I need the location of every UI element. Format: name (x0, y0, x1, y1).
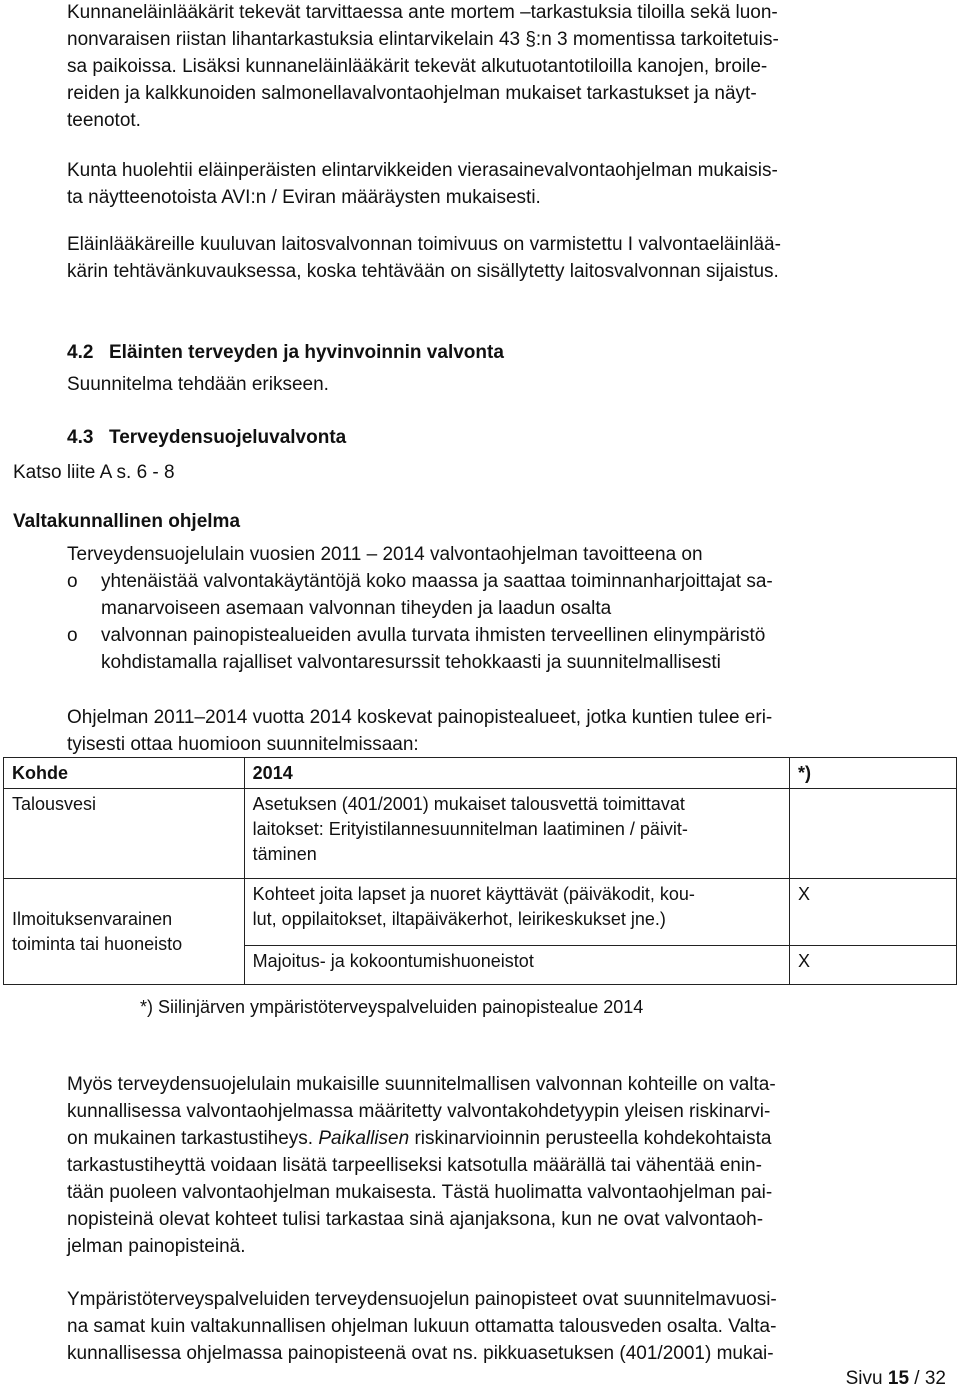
text-line: yhtenäistää valvontakäytäntöjä koko maassa ja saattaa toiminnanharjoittajat sa- (101, 571, 773, 592)
priority-table (3, 757, 957, 985)
current-page: 15 (887, 1368, 910, 1389)
emphasis: Paikallisen (318, 1128, 410, 1149)
cell-line: lut, oppilaitokset, iltapäiväkerhot, leirikeskukset jne.) (252, 909, 666, 929)
paragraph-plant-supervision (67, 231, 937, 285)
text-line: Myös terveydensuojelulain mukaisille suunnitelmallisen valvonnan kohteille on valta- (67, 1074, 776, 1095)
table-cell: X (790, 946, 957, 985)
page-number: Sivu 15 / 32 (845, 1368, 946, 1389)
table-cell (244, 879, 789, 946)
cell-line: laitokset: Erityistilannesuunnitelman laatiminen / päivit- (252, 819, 688, 839)
section-number: 4.2 (67, 342, 94, 363)
text-line: kärin tehtävänkuvauksessa, koska tehtävään on sisällytetty laitosvalvonnan sijaistus. (67, 261, 779, 282)
paragraph-risk-assessment (67, 1071, 937, 1260)
text-line: valvonnan painopistealueiden avulla turvata ihmisten terveellinen elinympäristö (101, 625, 766, 646)
table-cell: X (790, 879, 957, 946)
table-cell: Talousvesi (4, 789, 245, 879)
section-text: Suunnitelma tehdään erikseen. (67, 374, 329, 395)
table-cell (4, 879, 245, 985)
table-row (4, 879, 957, 946)
text-line: Ympäristöterveyspalveluiden terveydensuojelun painopisteet ovat suunnitelmavuosi- (67, 1289, 777, 1310)
paragraph-meat-inspection (67, 0, 937, 134)
section-heading-4-2 (67, 339, 504, 366)
text-line: on mukainen tarkastustiheys. Paikallisen riskinarvioinnin perusteella kohdekohtaista (67, 1128, 772, 1149)
text-line: tyisesti ottaa huomioon suunnitelmissaan: (67, 734, 419, 755)
table-header-row (4, 758, 957, 789)
total-pages: 32 (924, 1368, 946, 1389)
text-line: reiden ja kalkkunoiden salmonellavalvontaohjelman mukaiset tarkastukset ja näyt- (67, 83, 757, 104)
national-program-intro: Terveydensuojelulain vuosien 2011 – 2014 valvontaohjelman tavoitteena on (67, 544, 703, 565)
section-title: Eläinten terveyden ja hyvinvoinnin valvonta (109, 342, 504, 363)
section-number: 4.3 (67, 427, 94, 448)
national-program-heading: Valtakunnallinen ohjelma (13, 511, 241, 532)
text-line: sa paikoissa. Lisäksi kunnaneläinlääkärit tekevät alkutuotantotiloilla kanojen, broile- (67, 56, 768, 77)
text-line: teenotot. (67, 110, 141, 131)
section-heading-4-3 (67, 424, 346, 451)
text-line: nopisteinä olevat kohteet tulisi tarkastaa sinä ajanjaksona, kun ne ovat valvontaoh- (67, 1209, 764, 1230)
cell-line: Kohteet joita lapset ja nuoret käyttävät (päiväkodit, kou- (252, 884, 695, 904)
text-line: jelman painopisteinä. (67, 1236, 246, 1257)
cell-line: toiminta tai huoneisto (12, 933, 183, 954)
column-header: *) (790, 758, 957, 789)
cell-line: Majoitus- ja kokoontumishuoneistot (252, 951, 534, 971)
bullet-icon: o (67, 571, 78, 592)
text-line: ta näytteenotoista AVI:n / Eviran määräysten mukaisesti. (67, 187, 541, 208)
text-line: kunnallisessa valvontaohjelmassa määritetty valvontakohdetyypin yleisen riskinarvi- (67, 1101, 771, 1122)
text-line: nonvaraisen riistan lihantarkastuksia elintarvikelain 43 §:n 3 momentissa tarkoitetuis- (67, 29, 779, 50)
paragraph-residue-monitoring (67, 157, 937, 211)
table-cell (790, 789, 957, 879)
bullet-icon: o (67, 625, 78, 646)
cell-line: Asetuksen (401/2001) mukaiset talousvettä toimittavat (252, 794, 685, 814)
text-line: tarkastustiheyttä voidaan lisätä tarpeelliseksi katsotulla määrällä tai vähentää enin- (67, 1155, 762, 1176)
appendix-reference: Katso liite A s. 6 - 8 (13, 462, 175, 483)
table-row (4, 789, 957, 879)
text-line: Ohjelman 2011–2014 vuotta 2014 koskevat painopistealueet, jotka kuntien tulee eri- (67, 707, 773, 728)
paragraph-local-priorities (67, 1286, 937, 1367)
table-cell (244, 946, 789, 985)
cell-line: Ilmoituksenvarainen (12, 908, 173, 929)
paragraph-priorities-lead (67, 704, 937, 758)
column-header: Kohde (4, 758, 245, 789)
section-title: Terveydensuojeluvalvonta (109, 427, 347, 448)
text-line: Kunnaneläinlääkärit tekevät tarvittaessa ante mortem –tarkastuksia tiloilla sekä luon- (67, 2, 778, 23)
text-line: na samat kuin valtakunnallisen ohjelman lukuun ottamatta talousveden osalta. Valta- (67, 1316, 777, 1337)
text-line: manarvoiseen asemaan valvonnan tiheyden ja laadun osalta (101, 598, 612, 619)
table-cell (244, 789, 789, 879)
text-line: kohdistamalla rajalliset valvontaresurssit tehokkaasti ja suunnitelmallisesti (101, 652, 721, 673)
cell-line: täminen (252, 844, 317, 864)
text-line: kunnallisessa ohjelmassa painopisteenä ovat ns. pikkuasetuksen (401/2001) mukai- (67, 1343, 774, 1364)
text-line: Kunta huolehtii eläinperäisten elintarvikkeiden vierasainevalvontaohjelman mukaisis- (67, 160, 778, 181)
text-line: tään puoleen valvontaohjelman mukaisesta. Tästä huolimatta valvontaohjelman pai- (67, 1182, 773, 1203)
table-footnote: *) Siilinjärven ympäristöterveyspalveluiden painopistealue 2014 (140, 997, 644, 1017)
column-header: 2014 (244, 758, 789, 789)
text-line: Eläinlääkäreille kuuluvan laitosvalvonnan toimivuus on varmistettu I valvontaeläinlää- (67, 234, 781, 255)
